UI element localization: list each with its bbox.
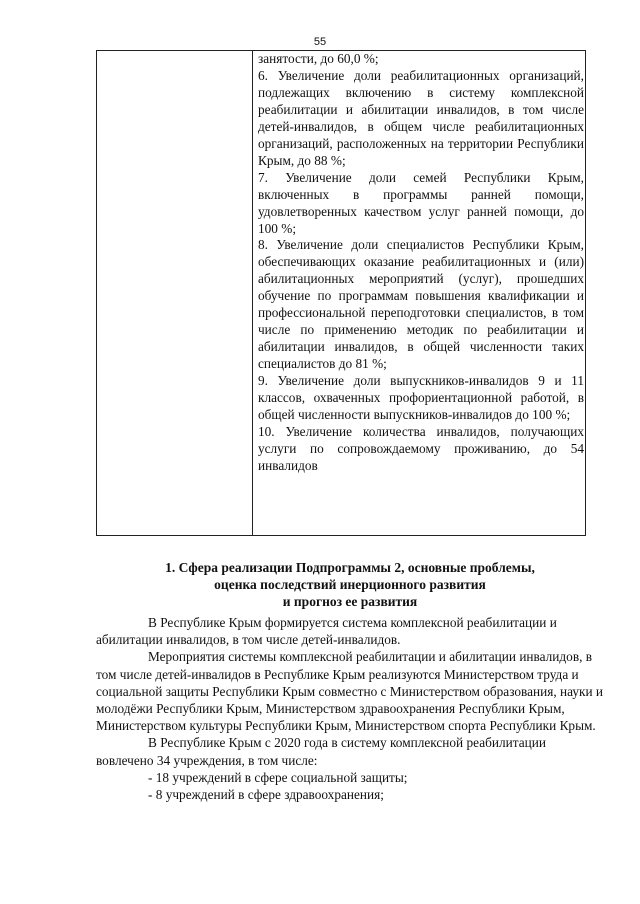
- table-item-7: 7. Увеличение доли семей Республики Крым, включенных в программы ранней помощи, удовлетворенных качеством услуг ранней помощи, до 100 %;: [258, 169, 584, 236]
- table-right-cell: [258, 51, 584, 475]
- section-body: [96, 614, 606, 803]
- table-item-8: 8. Увеличение доли специалистов Республики Крым, обеспечивающих оказание реабилитационных и (или) абилитационных мероприятий (услуг), прошедших обучение по программам повышения квалификации и профессиональной переподготовки специалистов, в том числе по применению методик по реабилитации и абилитации инвалидов, в общей численности таких специалистов до 81 %;: [258, 237, 584, 372]
- paragraph-3: В Республике Крым с 2020 года в систему комплексной реабилитации вовлечено 34 учреждения, в том числе:: [96, 735, 546, 768]
- paragraph-1: В Республике Крым формируется система комплексной реабилитации и абилитации инвалидов, в том числе детей-инвалидов.: [96, 615, 557, 648]
- section-heading-line-1: 1. Сфера реализации Подпрограммы 2, основные проблемы,: [165, 560, 535, 575]
- page-number: 55: [313, 36, 327, 48]
- list-item-1: - 18 учреждений в сфере социальной защиты;: [148, 769, 408, 785]
- table-item-6: 6. Увеличение доли реабилитационных организаций, подлежащих включению в систему комплексной реабилитации и абилитации инвалидов, в том числе детей-инвалидов, в общем числе реабилитационных организаций, расположенных на территории Республики Крым, до 88 %;: [258, 67, 584, 168]
- indicators-table: [96, 50, 586, 536]
- section-heading-line-2: оценка последствий инерционного развития: [214, 577, 486, 592]
- list-item-2: - 8 учреждений в сфере здравоохранения;: [148, 787, 384, 803]
- table-column-divider: [252, 51, 253, 535]
- table-item-9: 9. Увеличение доли выпускников-инвалидов 9 и 11 классов, охваченных профориентационной работой, в общей численности выпускников-инвалидов до 100 %;: [258, 373, 584, 423]
- table-item-10: 10. Увеличение количества инвалидов, получающих услуги по сопровождаемому проживанию, до 54 инвалидов: [258, 423, 584, 473]
- section-heading-line-3: и прогноз ее развития: [282, 594, 418, 609]
- table-item-5-tail: занятости, до 60,0 %;: [258, 51, 379, 66]
- paragraph-2: Мероприятия системы комплексной реабилитации и абилитации инвалидов, в том числе детей-инвалидов в Республике Крым реализуются Министерством труда и социальной защиты Республики Крым совместно с Министерством образования, науки и молодёжи Республики Крым, Министерством здравоохранения Республики Крым, Министерством культуры Республики Крым, Министерством спорта Республики Крым.: [96, 649, 604, 734]
- section-heading: [140, 559, 560, 610]
